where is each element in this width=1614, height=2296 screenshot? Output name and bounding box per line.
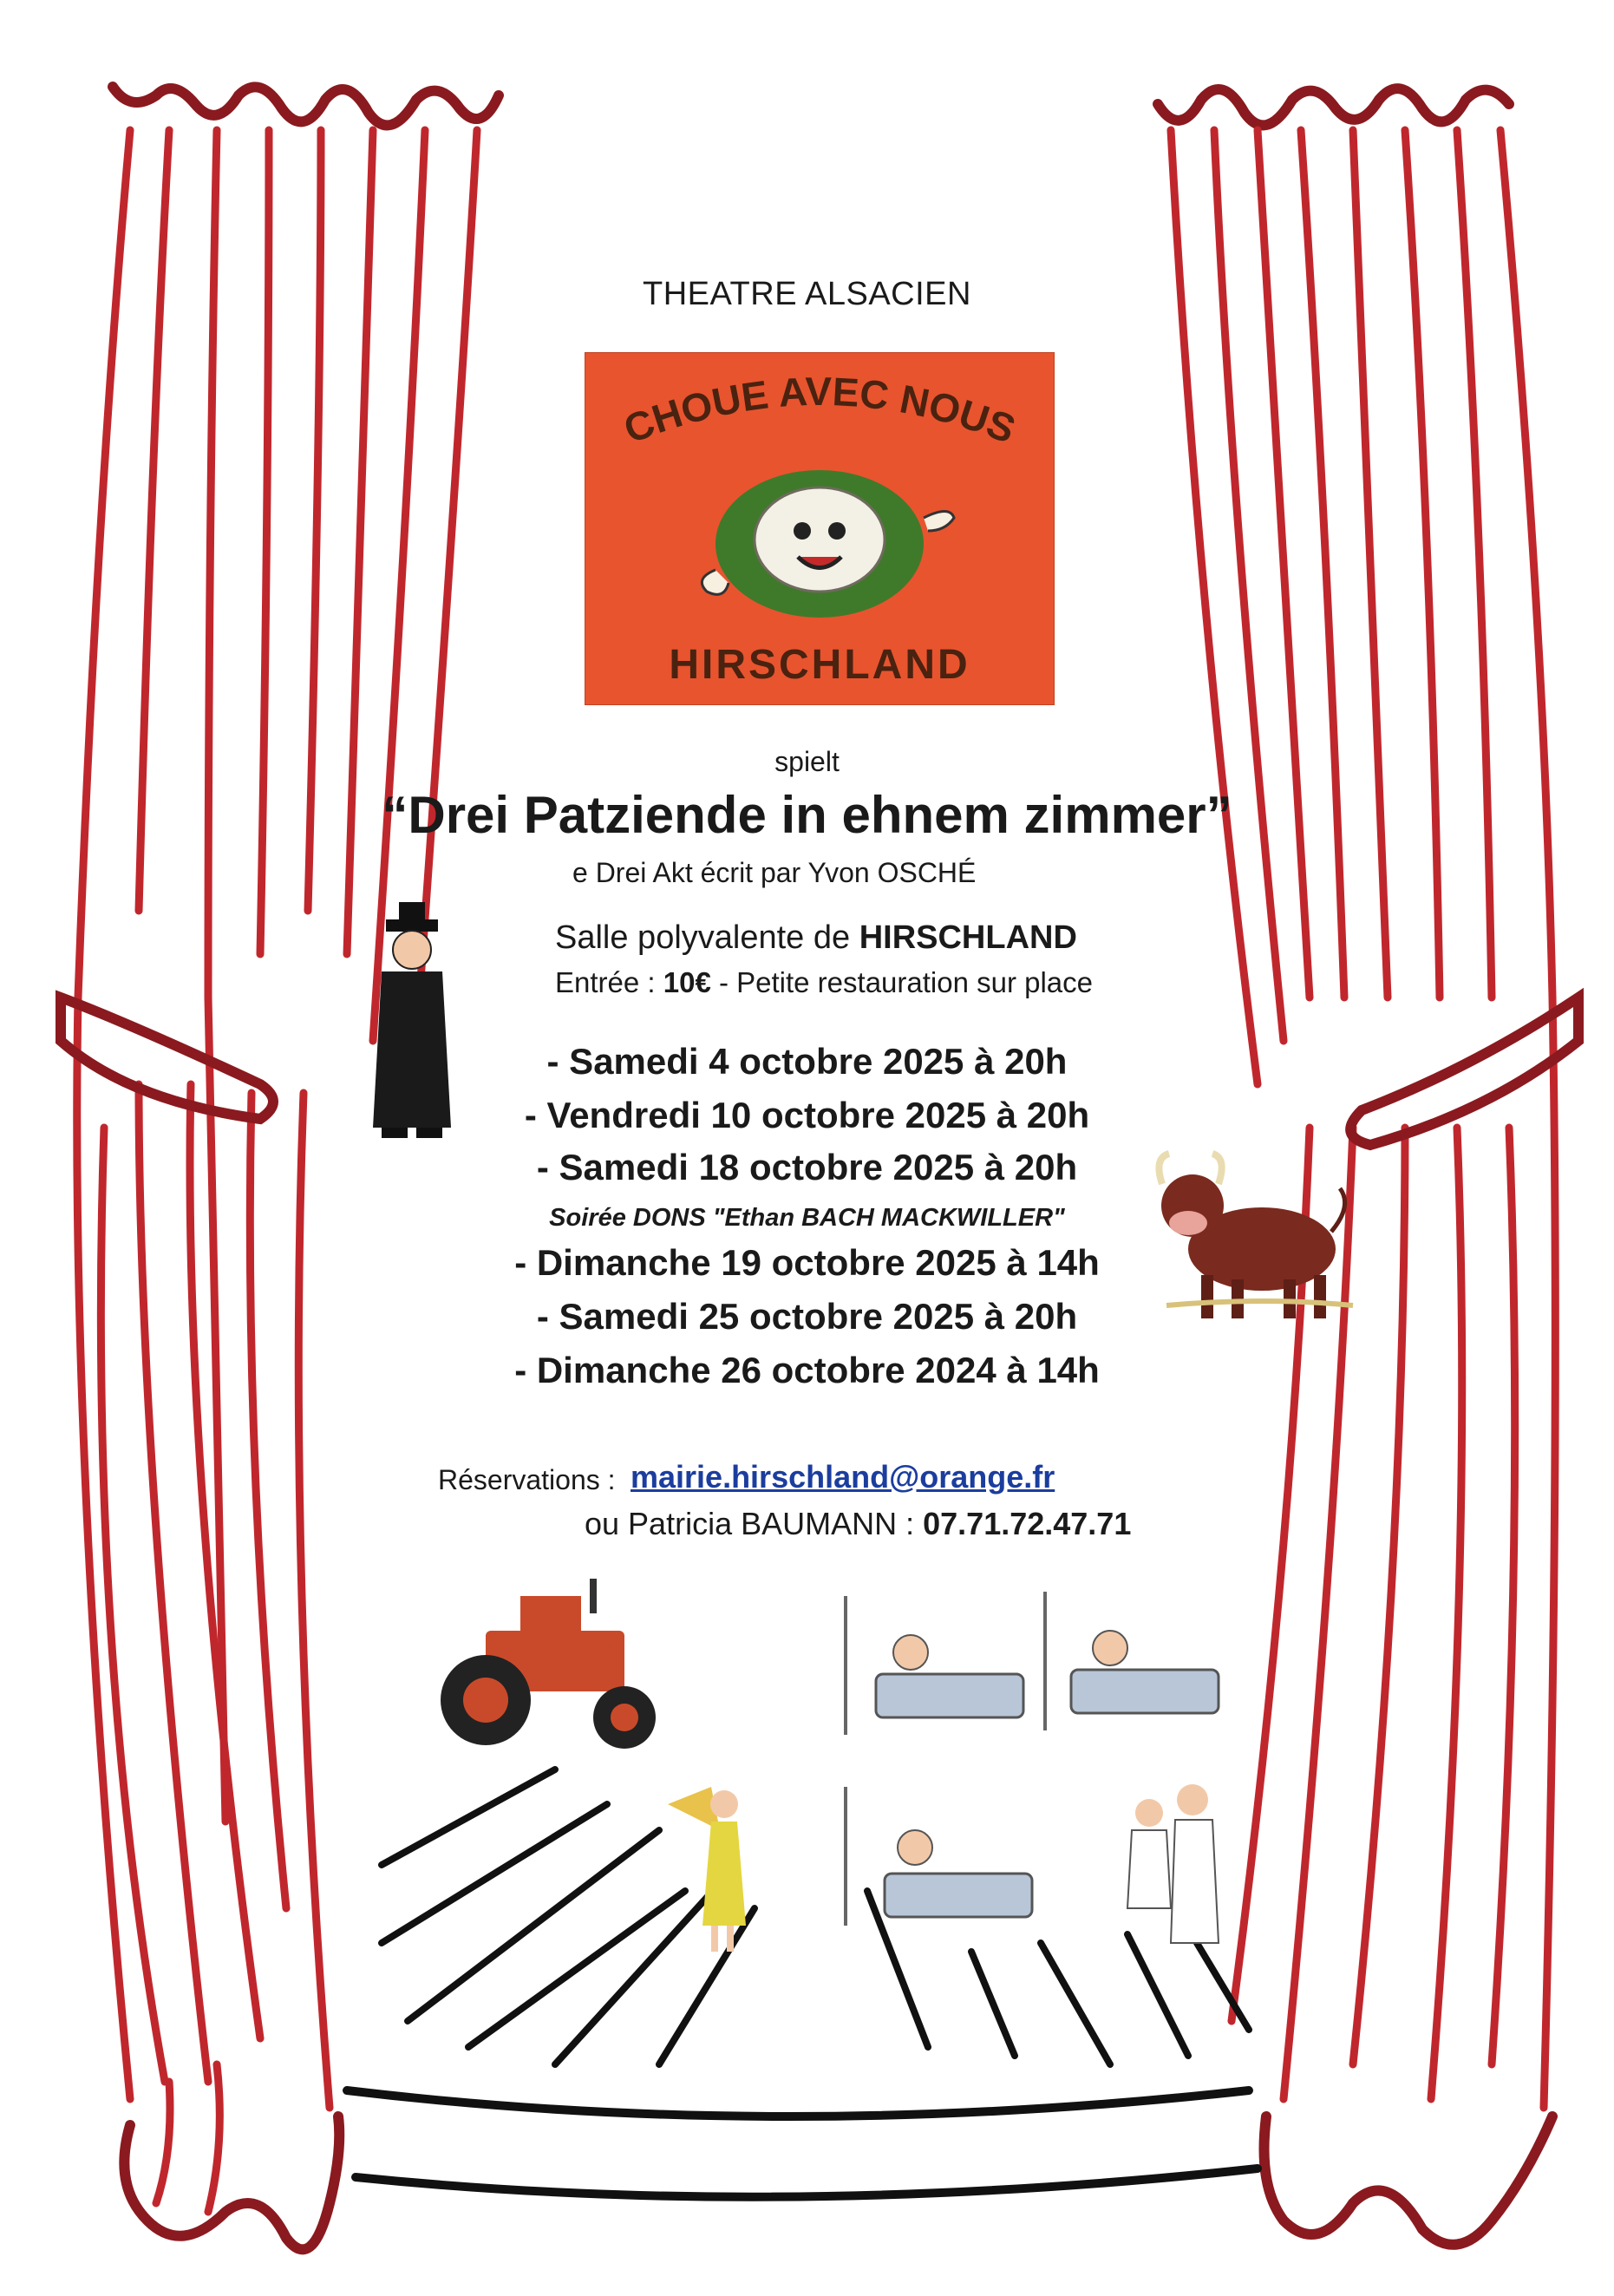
left-curtain-top	[113, 87, 499, 125]
price-amount: 10€	[663, 966, 711, 998]
troupe-logo	[585, 352, 1055, 705]
reservation-phone-prefix: ou Patricia BAUMANN :	[585, 1506, 924, 1541]
date-item: - Samedi 25 octobre 2025 à 20h	[536, 1296, 1078, 1337]
date-item: - Samedi 18 octobre 2025 à 20h	[536, 1147, 1078, 1187]
logo-arc-text: CHOUE AVEC NOUS	[618, 368, 1022, 452]
venue-line	[555, 919, 1077, 957]
logo-bottom-text: HIRSCHLAND	[669, 642, 970, 688]
price-suffix: - Petite restauration sur place	[710, 966, 1094, 998]
spielt-label: spielt	[774, 746, 840, 777]
date-item: - Dimanche 26 octobre 2024 à 14h	[514, 1350, 1100, 1390]
reservation-phone-line	[585, 1506, 1131, 1542]
venue-name: HIRSCHLAND	[859, 919, 1077, 956]
price-prefix: Entrée :	[555, 966, 663, 998]
header-label: THEATRE ALSACIEN	[643, 276, 971, 312]
date-item: - Samedi 4 octobre 2025 à 20h	[546, 1041, 1068, 1082]
date-item: - Dimanche 19 octobre 2025 à 14h	[514, 1242, 1100, 1283]
play-subtitle: e Drei Akt écrit par Yvon OSCHÉ	[572, 857, 977, 888]
right-curtain-top	[1158, 88, 1509, 125]
play-title: “Drei Patziende in ehnem zimmer”	[382, 786, 1232, 844]
stage-floor	[347, 1769, 1258, 2197]
reservation-email-link[interactable]: mairie.hirschland@orange.fr	[631, 1459, 1055, 1495]
tractor-figure	[441, 1579, 656, 1749]
date-item: - Vendredi 10 octobre 2025 à 20h	[524, 1095, 1090, 1135]
venue-prefix: Salle polyvalente de	[555, 919, 859, 956]
cauliflower-icon	[702, 470, 954, 618]
reservation-phone: 07.71.72.47.71	[923, 1506, 1132, 1541]
doctor-nurse-figure	[1127, 1784, 1219, 1943]
soiree-note: Soirée DONS "Ethan BACH MACKWILLER"	[549, 1204, 1065, 1232]
price-line	[555, 966, 1093, 999]
reservation-label: Réservations :	[438, 1464, 616, 1495]
